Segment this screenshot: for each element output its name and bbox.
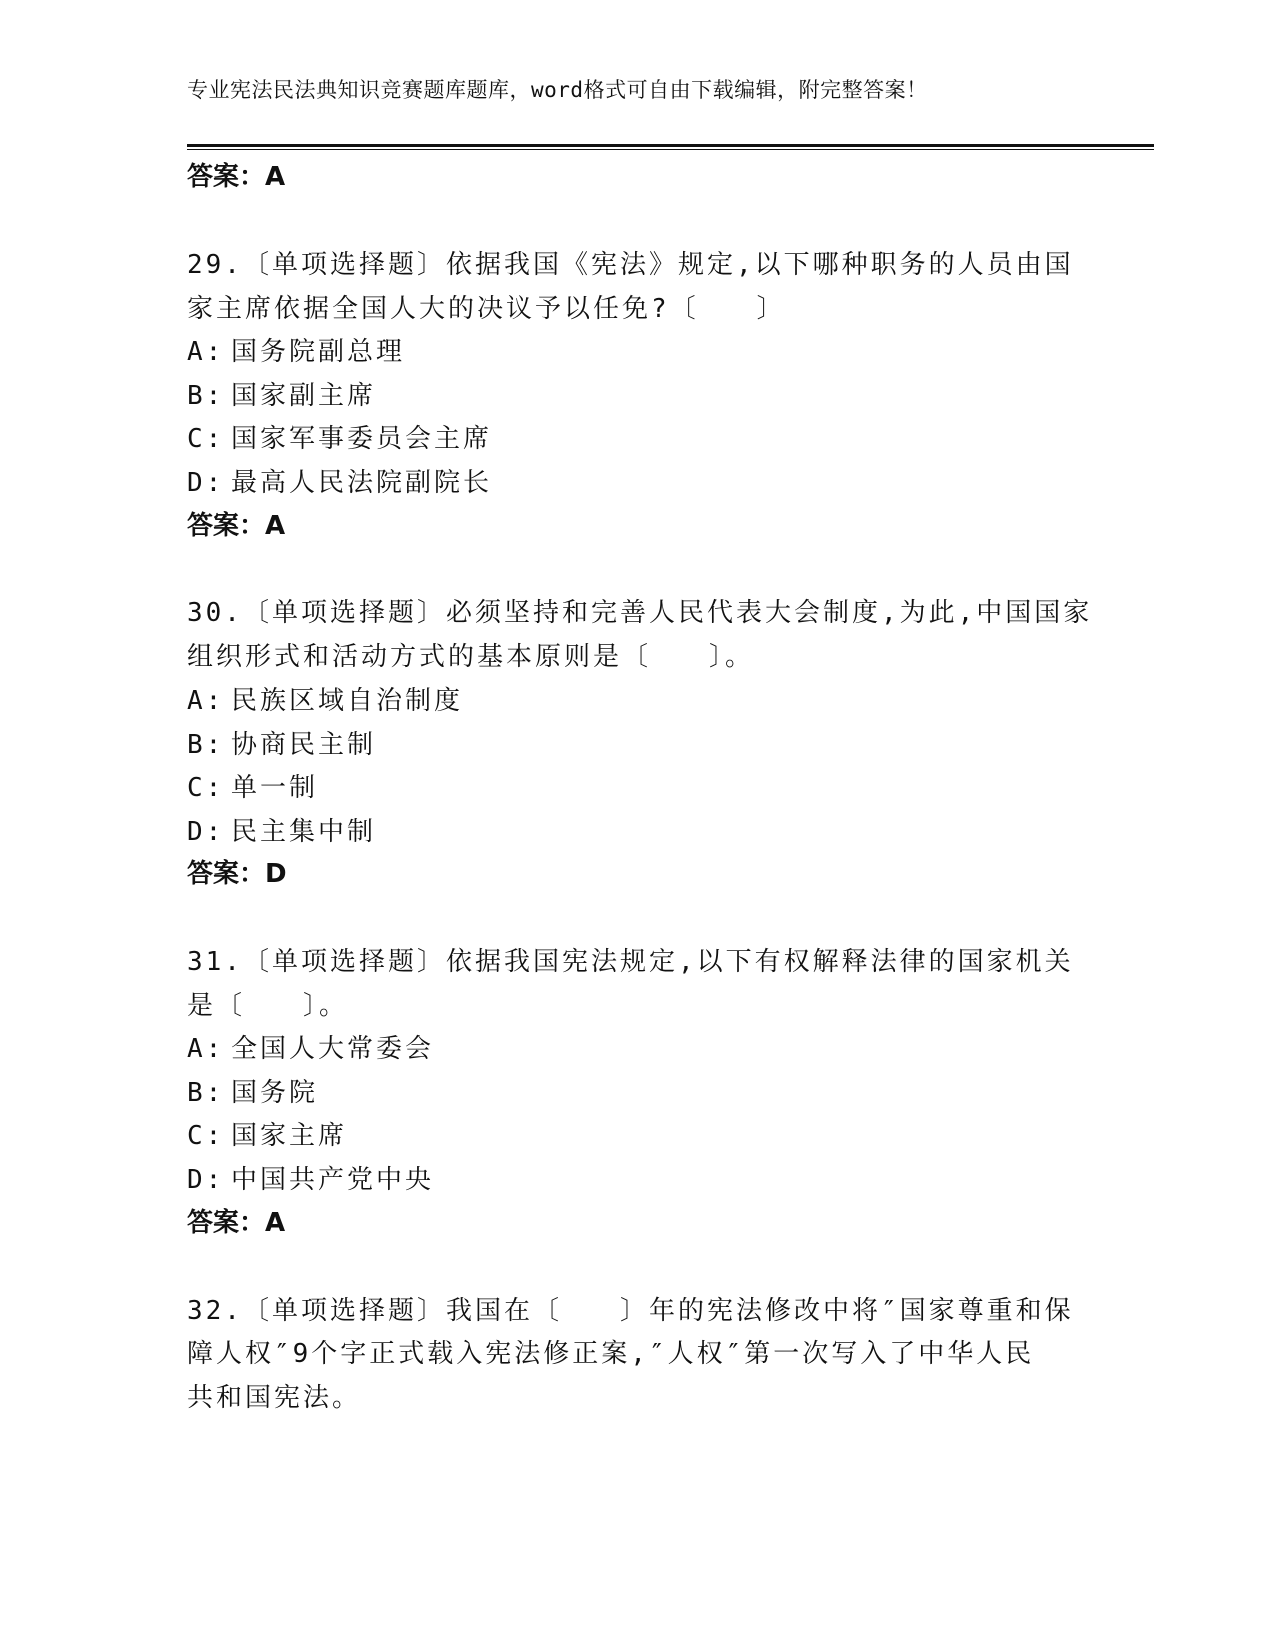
option-b (187, 375, 376, 412)
option-d (187, 811, 376, 848)
option-a (187, 1028, 434, 1065)
answer: 答案：A (187, 1208, 286, 1238)
option-d (187, 462, 492, 499)
option-b (187, 1072, 318, 1109)
option-text: 全国人大常委会 (231, 1034, 435, 1064)
option-letter: B: (187, 381, 225, 411)
option-text: 中国共产党中央 (231, 1165, 435, 1195)
option-text: 最高人民法院副院长 (231, 468, 493, 498)
option-text: 国家副主席 (231, 381, 377, 411)
answer: 答案：A (187, 511, 286, 541)
option-text: 民主集中制 (231, 817, 377, 847)
option-letter: A: (187, 337, 225, 367)
option-text: 国家主席 (231, 1121, 348, 1151)
answer: 答案：D (187, 859, 287, 889)
header-rule-thin (187, 149, 1154, 150)
option-letter: D: (187, 468, 225, 498)
question-line: 共和国宪法。 (187, 1383, 362, 1413)
option-letter: D: (187, 817, 225, 847)
question-line: 29.〔单项选择题〕依据我国《宪法》规定,以下哪种职务的人员由国 (187, 250, 1074, 280)
option-text: 单一制 (231, 773, 319, 803)
option-letter: C: (187, 1121, 225, 1151)
option-c (187, 418, 492, 455)
previous-answer: 答案：A (187, 162, 286, 192)
option-d (187, 1159, 434, 1196)
option-c (187, 1115, 347, 1152)
question-line: 障人权″9个字正式载入宪法修正案,″人权″第一次写入了中华人民 (187, 1339, 1035, 1369)
page-header: 专业宪法民法典知识竞赛题库题库，word格式可自由下载编辑，附完整答案！ (187, 78, 928, 102)
question-line: 30.〔单项选择题〕必须坚持和完善人民代表大会制度,为此,中国国家 (187, 598, 1093, 628)
option-text: 国务院 (231, 1078, 319, 1108)
option-letter: A: (187, 1034, 225, 1064)
option-b (187, 724, 376, 761)
question-line: 32.〔单项选择题〕我国在〔 〕年的宪法修改中将″国家尊重和保 (187, 1296, 1074, 1326)
question-line: 31.〔单项选择题〕依据我国宪法规定,以下有权解释法律的国家机关 (187, 947, 1074, 977)
option-text: 民族区域自治制度 (231, 686, 464, 716)
question-line: 组织形式和活动方式的基本原则是〔 〕。 (187, 642, 755, 672)
option-letter: C: (187, 424, 225, 454)
option-letter: C: (187, 773, 225, 803)
question-line: 是〔 〕。 (187, 991, 349, 1021)
option-letter: D: (187, 1165, 225, 1195)
question-line: 家主席依据全国人大的决议予以任免?〔 〕 (187, 294, 786, 324)
option-letter: B: (187, 730, 225, 760)
header-rule-thick (187, 144, 1154, 147)
option-text: 国务院副总理 (231, 337, 406, 367)
option-a (187, 680, 463, 717)
option-letter: A: (187, 686, 225, 716)
option-a (187, 331, 405, 368)
option-text: 国家军事委员会主席 (231, 424, 493, 454)
option-text: 协商民主制 (231, 730, 377, 760)
option-letter: B: (187, 1078, 225, 1108)
option-c (187, 767, 318, 804)
